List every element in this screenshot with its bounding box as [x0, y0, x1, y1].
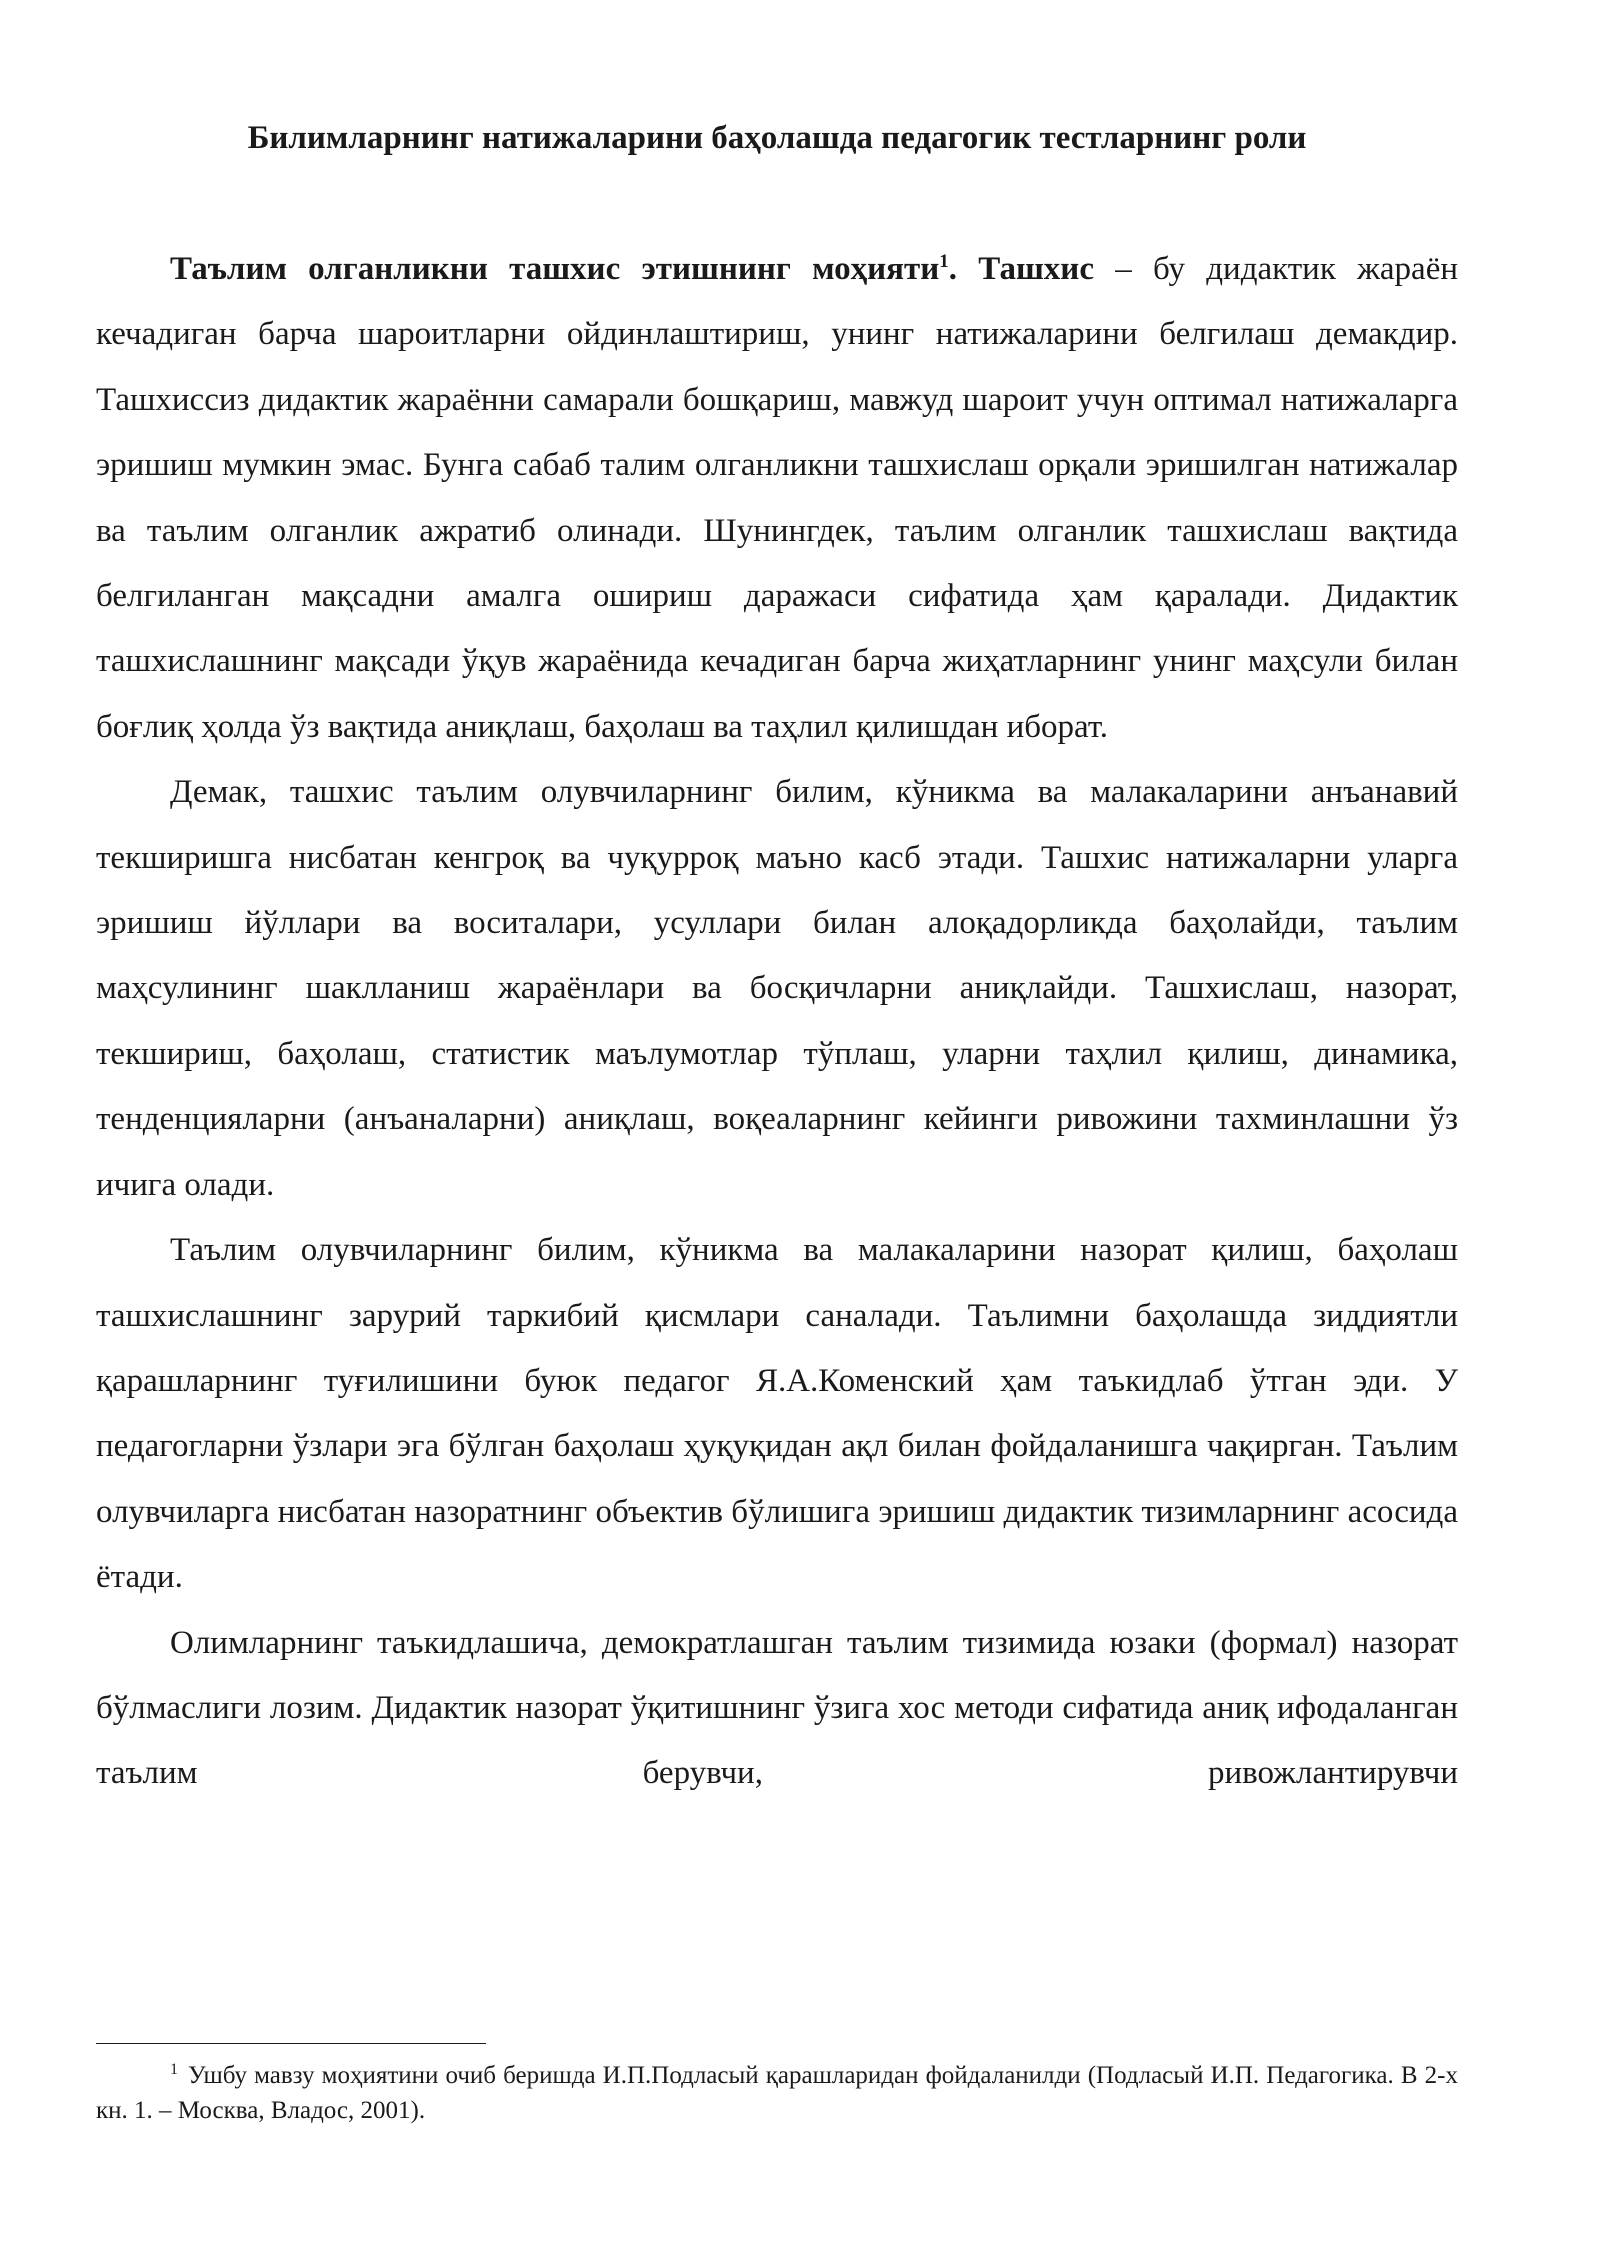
paragraph-1-text: – бу дидактик жараён кечадиган барча шароитларни ойдинлаштириш, унинг натижаларини белгилаш демакдир. Ташхиссиз дидактик жараённи самарали бошқариш, мавжуд шароит учун оптимал натижаларга эришиш мумкин эмас. Бунга сабаб талим олганликни ташхислаш орқали эришилган натижалар ва таълим олганлик ажратиб олинади. Шунингдек, таълим олганлик ташхислаш вақтида белгиланган мақсадни амалга ошириш даражаси сифатида ҳам қаралади. Дидактик ташхислашнинг мақсади ўқув жараёнида кечадиган барча жиҳатларнинг унинг маҳсули билан боғлиқ ҳолда ўз вақтида аниқлаш, баҳолаш ва таҳлил қилишдан иборат.	[96, 251, 1459, 745]
paragraph-2: Демак, ташхис таълим олувчиларнинг билим, кўникма ва малакаларини анъанавий текширишга нисбатан кенгроқ ва чуқурроқ маъно касб этади. Ташхис натижаларни уларга эришиш йўллари ва воситалари, усуллари билан алоқадорликда баҳолайди, таълим маҳсулининг шаклланиш жараёнлари ва босқичларни аниқлайди. Ташхислаш, назорат, текшириш, баҳолаш, статистик маълумотлар тўплаш, уларни таҳлил қилиш, динамика, тенденцияларни (анъаналарни) аниқлаш, воқеаларнинг кейинги ривожини тахминлашни ўз ичига олади.	[96, 774, 1458, 1203]
main-text	[96, 237, 1458, 1807]
paragraph-3: Таълим олувчиларнинг билим, кўникма ва малакаларини назорат қилиш, баҳолаш ташхислашнинг зарурий таркибий қисмлари саналади. Таълимни баҳолашда зиддиятли қарашларнинг туғилишини буюк педагог Я.А.Коменский ҳам таъкидлаб ўтган эди. У педагогларни ўзлари эга бўлган баҳолаш ҳуқуқидан ақл билан фойдаланишга чақирган. Таълим олувчиларга нисбатан назоратнинг объектив бўлишига эришиш дидактик тизимларнинг асосида ётади.	[96, 1232, 1458, 1596]
paragraph-heading: Таълим олганликни ташхис этишнинг моҳияти	[170, 251, 940, 287]
paragraph-4: Олимларнинг таъкидлашича, демократлашган таълим тизимида юзаки (формал) назорат бўлмаслиги лозим. Дидактик назорат ўқитишнинг ўзига хос методи сифатида аниқ ифодаланган таълим берувчи, ривожлантирувчи	[96, 1624, 1458, 1792]
footnote-text: Ушбу мавзу моҳиятини очиб беришда И.П.Подласый қарашларидан фойдаланилди (Подласый И.П. Педагогика. В 2-х кн. 1. – Москва, Владос, 2001).	[96, 2062, 1458, 2124]
footnote	[96, 2058, 1458, 2128]
document-title: Билимларнинг натижаларини баҳолашда педагогик тестларнинг роли	[247, 120, 1307, 156]
heading-punctuation: .	[948, 251, 979, 287]
footnote-number: 1	[170, 2060, 178, 2078]
footnote-separator	[96, 2043, 486, 2044]
paragraph-1	[96, 237, 1458, 760]
footnote-reference: 1	[939, 251, 949, 272]
defined-term: Ташхис	[978, 251, 1094, 287]
